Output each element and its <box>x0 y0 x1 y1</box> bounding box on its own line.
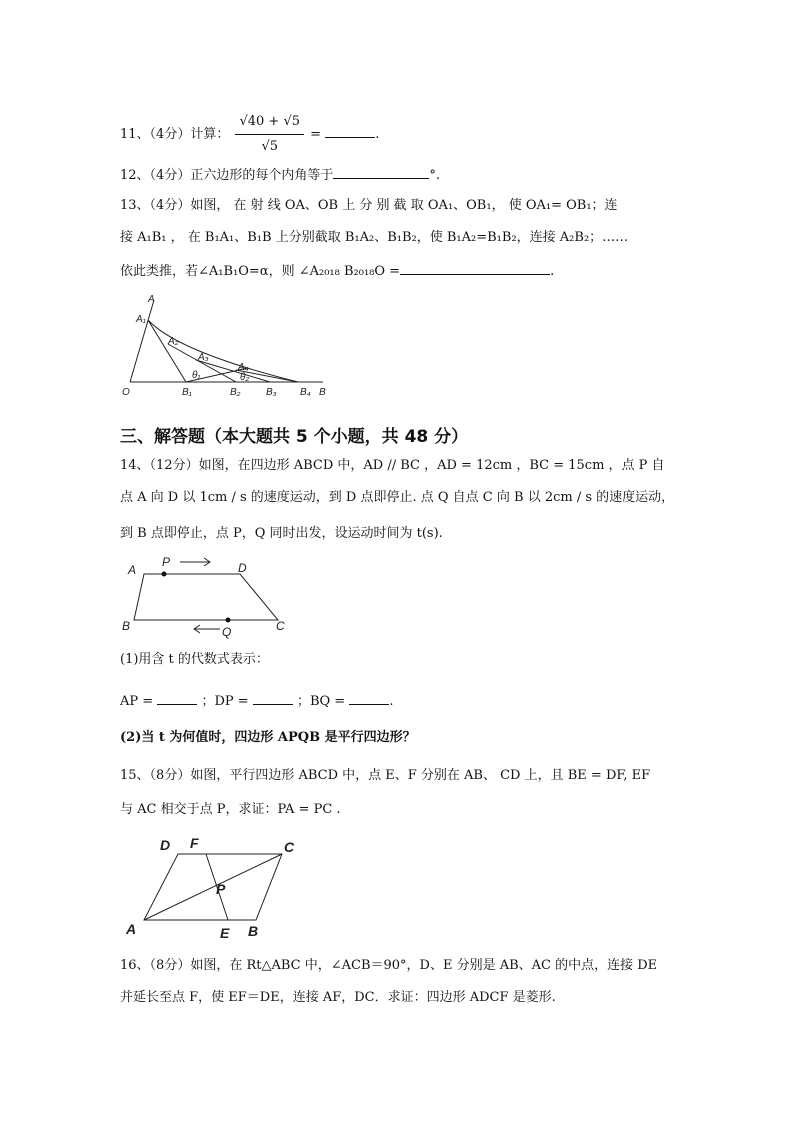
segment-a2b2 <box>168 344 236 382</box>
label-a4: A₄ <box>238 362 249 373</box>
q13-line3 <box>120 260 554 282</box>
q14-sub1-expressions <box>120 690 393 712</box>
label-b: B <box>248 923 259 939</box>
q14-sub2: (2)当 t 为何值时，四边形 APQB 是平行四边形？ <box>120 730 416 745</box>
q15-figure <box>122 832 312 942</box>
point-p <box>162 572 167 577</box>
q12-answer-blank[interactable] <box>333 164 429 179</box>
label-b: B <box>122 619 131 633</box>
label-p: P <box>216 881 226 897</box>
q11-equals: = <box>310 127 322 142</box>
q14-ap-label: AP = <box>120 694 154 709</box>
q14-line2: 点 A 向 D 以 1cm / s 的速度运动，到 D 点即停止. 点 Q 自点 C 向 B 以 2cm / s 的速度运动， <box>120 490 675 505</box>
q14-figure <box>118 552 298 642</box>
q13-figure <box>118 292 338 402</box>
q13-line1: 13、（4分）如图， 在 射 线 OA、OB 上 分 别 截 取 OA₁、OB₁， 使 OA₁= OB₁；连 <box>120 198 618 213</box>
q14-bq-label: ；BQ = <box>296 694 346 709</box>
q12-line <box>120 164 440 186</box>
q12-text: 12、（4分）正六边形的每个内角等于 <box>120 168 334 183</box>
q13-line3-text: 依此类推，若∠A₁B₁O=α，则 ∠A₂₀₁₈ B₂₀₁₈O = <box>120 264 401 279</box>
label-q: Q <box>222 625 232 639</box>
q16-line1: 16、（8分）如图，在 Rt△ABC 中，∠ACB＝90°，D、E 分别是 AB、AC 的中点，连接 DE <box>120 958 658 973</box>
q13-answer-blank[interactable] <box>400 260 550 275</box>
q15-line2: 与 AC 相交于点 P，求证：PA = PC . <box>120 802 341 817</box>
curve-a1-chain <box>148 320 298 382</box>
point-q <box>226 618 231 623</box>
q14-sub1-end: . <box>389 694 394 709</box>
label-a: A <box>148 294 155 305</box>
q16-line2: 并延长至点 F，使 EF＝DE，连接 AF，DC．求证：四边形 ADCF 是菱形. <box>120 990 556 1005</box>
label-o: O <box>122 387 130 398</box>
ray-oa <box>130 300 154 382</box>
q14-ap-blank[interactable] <box>157 690 197 705</box>
label-b1: B₁ <box>182 387 192 398</box>
label-a1: A₁ <box>136 314 146 325</box>
q13-line3-suffix: . <box>550 264 555 279</box>
q11-denominator: √5 <box>261 139 279 154</box>
q13-line2: 接 A₁B₁ ， 在 B₁A₁、B₁B 上分别截取 B₁A₂、B₁B₂，使 B₁A₂=B₁B₂，连接 A₂B₂；…… <box>120 230 629 245</box>
q11-suffix: . <box>375 127 380 142</box>
q11-numerator: √40 + √5 <box>235 112 304 135</box>
label-a: A <box>126 921 137 937</box>
label-c: C <box>276 619 285 633</box>
diagonal-ac <box>144 854 282 920</box>
label-f: F <box>190 835 199 851</box>
label-p: P <box>162 555 171 569</box>
q14-sub1: (1)用含 t 的代数式表示： <box>120 652 269 667</box>
q11-line <box>120 112 379 157</box>
label-b: B <box>319 387 326 398</box>
q11-fraction <box>235 112 304 157</box>
q14-line3: 到 B 点即停止，点 P，Q 同时出发，设运动时间为 t(s). <box>120 526 443 541</box>
label-b3: B₃ <box>266 387 277 398</box>
section3-title: 三、解答题（本大题共 5 个小题，共 48 分） <box>120 427 469 447</box>
q11-prefix: 11、（4分）计算： <box>120 127 230 142</box>
q15-line1: 15、（8分）如图，平行四边形 ABCD 中，点 E、F 分别在 AB、 CD 上，且 BE = DF, EF <box>120 768 651 783</box>
label-b2: B₂ <box>230 387 241 398</box>
label-d: D <box>160 837 171 853</box>
q11-answer-blank[interactable] <box>325 123 375 138</box>
q14-bq-blank[interactable] <box>349 690 389 705</box>
q14-dp-label: ；DP = <box>201 694 249 709</box>
label-b4: B₄ <box>300 387 311 398</box>
label-theta2: θ₂ <box>240 372 250 383</box>
label-a2: A₂ <box>168 336 179 347</box>
q14-dp-blank[interactable] <box>253 690 293 705</box>
label-c: C <box>284 839 295 855</box>
label-theta1: θ₁ <box>192 370 201 381</box>
q12-suffix: °. <box>429 168 440 183</box>
label-a3: A₃ <box>198 352 209 363</box>
trapezoid-abcd <box>134 574 278 620</box>
label-d: D <box>238 561 247 575</box>
label-e: E <box>220 925 230 941</box>
label-a: A <box>128 563 137 577</box>
q14-line1: 14、（12分）如图，在四边形 ABCD 中，AD // BC ，AD = 12cm ，BC = 15cm ，点 P 自 <box>120 458 665 473</box>
